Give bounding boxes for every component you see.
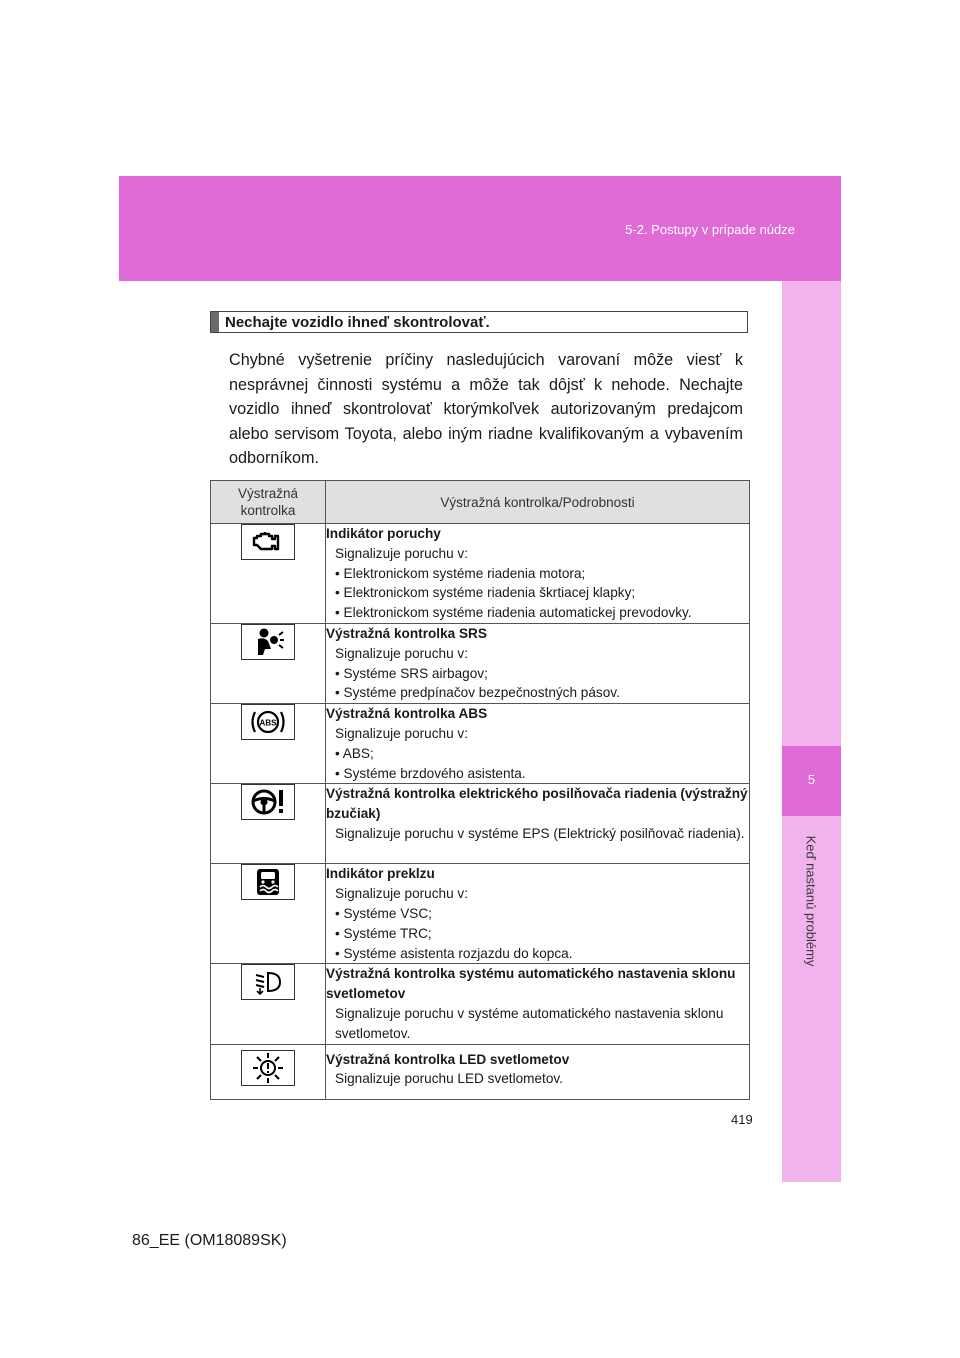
row-title: Výstražná kontrolka LED svetlometov (326, 1051, 570, 1067)
notice-accent-bar (211, 312, 219, 332)
skid-icon (241, 864, 295, 900)
table-row: Výstražná kontrolka LED svetlometov Signalizuje poruchu LED svetlometov. (211, 1044, 750, 1099)
table-row: Výstražná kontrolka SRS Signalizuje poruchu v: • Systéme SRS airbagov; • Systéme predpínačov bezpečnostných pásov. (211, 624, 750, 704)
row-title: Výstražná kontrolka elektrického posilňovača riadenia (výstražný bzučiak) (326, 786, 748, 822)
engine-icon (241, 524, 295, 560)
row-title: Výstražná kontrolka systému automatického nastavenia sklonu svetlometov (326, 966, 736, 1002)
col-header-details: Výstražná kontrolka/Podrobnosti (326, 481, 750, 524)
led-headlight-icon (241, 1050, 295, 1086)
table-row: Výstražná kontrolka systému automatického nastavenia sklonu svetlometov Signalizuje poruchu v systéme automatického nastavenia sklonu svetlometov. (211, 964, 750, 1044)
table-row: Výstražná kontrolka elektrického posilňovača riadenia (výstražný bzučiak) Signalizuje poruchu v systéme EPS (Elektrický posilňovač riadenia). (211, 784, 750, 864)
document-code: 86_EE (OM18089SK) (132, 1232, 287, 1249)
notice-heading-box (210, 311, 748, 333)
chapter-number: 5 (807, 772, 816, 787)
col-header-light: Výstražná kontrolka (211, 481, 326, 524)
abs-icon (241, 704, 295, 740)
table-row: Indikátor preklzu Signalizuje poruchu v: • Systéme VSC; • Systéme TRC; • Systéme asistenta rozjazdu do kopca. (211, 864, 750, 964)
chapter-number-box (782, 746, 841, 816)
warning-lights-table (210, 480, 750, 1100)
chapter-side-tab (782, 281, 841, 1182)
srs-airbag-icon (241, 624, 295, 660)
page-number: 419 (731, 1112, 753, 1127)
table-row: Indikátor poruchy Signalizuje poruchu v: • Elektronickom systéme riadenia motora; • Elektronickom systéme riadenia škrtiacej klapky; • Elektronickom systéme riadenia automatickej prevodovky. (211, 524, 750, 624)
row-title: Výstražná kontrolka SRS (326, 626, 487, 641)
section-title: 5-2. Postupy v prípade núdze (625, 222, 795, 237)
row-title: Výstražná kontrolka ABS (326, 706, 488, 722)
headlight-leveling-icon (241, 964, 295, 1000)
header-band (119, 176, 841, 281)
chapter-title: Keď nastanú problémy (803, 835, 819, 967)
notice-title: Nechajte vozidlo ihneď skontrolovať. (225, 314, 490, 331)
row-title: Indikátor poruchy (326, 526, 441, 541)
svg-text:ABS: ABS (259, 718, 277, 728)
steering-warning-icon (241, 784, 295, 820)
table-header-row (211, 481, 750, 524)
intro-paragraph: Chybné vyšetrenie príčiny nasledujúcich varovaní môže viesť k nesprávnej činnosti systému a môže tak dôjsť k nehode. Nechajte vozidlo ihneď skontrolovať ktorýmkoľvek autorizovaným predajcom alebo servisom Toyota, alebo iným riadne kvalifikovaným a vybavením odborníkom. (229, 351, 743, 467)
row-title: Indikátor preklzu (326, 866, 435, 882)
table-row: ABS Výstražná kontrolka ABS Signalizuje poruchu v: • ABS; • Systéme brzdového asistenta. (211, 704, 750, 784)
